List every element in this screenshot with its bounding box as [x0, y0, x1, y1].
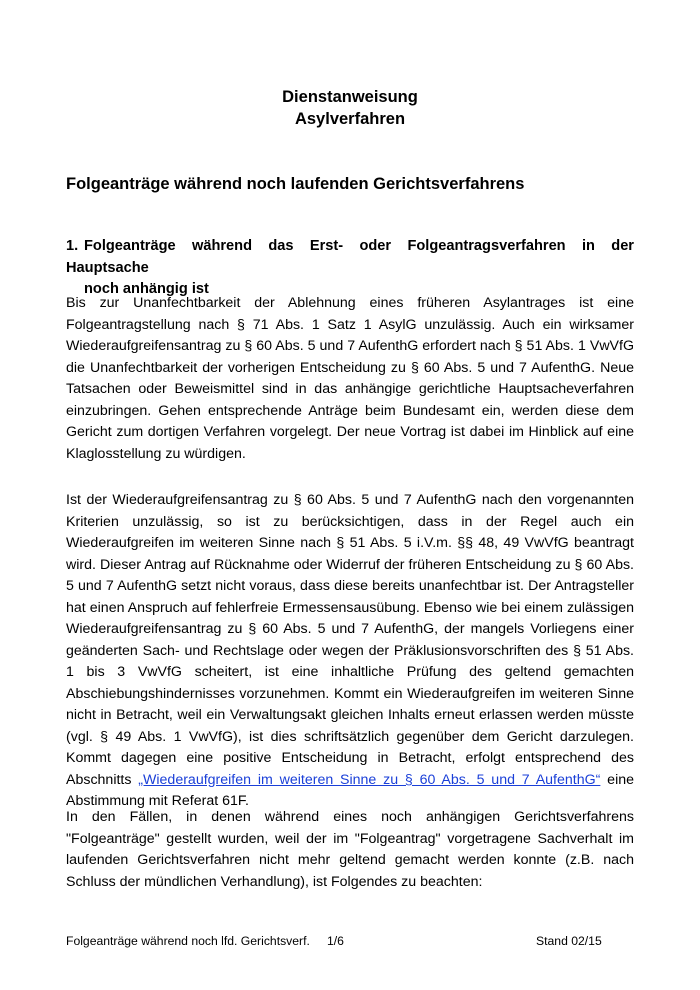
main-heading: Folgeanträge während noch laufenden Gerichtsverfahrens — [66, 175, 525, 193]
document-title: Dienstanweisung — [282, 88, 418, 106]
footer-document-name: Folgeanträge während noch lfd. Gerichtsverf. — [66, 934, 310, 948]
section-reference-link[interactable]: „Wiederaufgreifen im weiteren Sinne zu § 60 Abs. 5 und 7 AufenthG“ — [138, 771, 601, 788]
paragraph-3: In den Fällen, in denen während eines noch anhängigen Gerichtsverfahrens "Folgeanträge" gestellt wurden, weil der im "Folgeantrag" vorgetragene Sachverhalt im laufenden Gerichtsverfahren nicht mehr geltend gemacht werden konnte (z.B. nach Schluss der mündlichen Verhandlung), ist Folgendes zu beachten: — [66, 809, 634, 890]
section-heading — [66, 236, 634, 301]
footer-page-number: 1/6 — [327, 934, 344, 948]
paragraph-2-text-before-link: Ist der Wiederaufgreifensantrag zu § 60 Abs. 5 und 7 AufenthG nach den vorgenannten Kriterien unzulässig, so ist zu berücksichtigen, dass in der Regel auch ein Wiederaufgreifen im weiteren Sinne nach § 51 Abs. 5 i.V.m. §§ 48, 49 VwVfG beantragt wird. Dieser Antrag auf Rücknahme oder Widerruf der früheren Entscheidung zu § 60 Abs. 5 und 7 AufenthG setzt nicht voraus, dass diese bereits unanfechtbar ist. Der Antragsteller hat einen Anspruch auf fehlerfreie Ermessensausübung. Ebenso wie bei einem zulässigen Wiederaufgreifensantrag zu § 60 Abs. 5 und 7 AufenthG, der mangels Vorliegens einer geänderten Sach- und Rechtslage oder wegen der Präklusionsvorschriften des § 51 Abs. 1 bis 3 VwVfG scheitert, ist eine inhaltliche Prüfung des geltend gemachten Abschiebungshindernisses vorzunehmen. Kommt ein Wiederaufgreifen im weiteren Sinne nicht in Betracht, weil ein Verwaltungsakt gleichen Inhalts erneut erlassen werden müsste (vgl. § 49 Abs. 1 VwVfG), ist dies schriftsätzlich gegenüber dem Gericht darzulegen. Kommt dagegen eine positive Entscheidung in Betracht, erfolgt entsprechend des Abschnitts — [66, 492, 634, 788]
footer-version-date: Stand 02/15 — [536, 934, 602, 948]
paragraph-1: Bis zur Unanfechtbarkeit der Ablehnung eines früheren Asylantrages ist eine Folgeantragstellung nach § 71 Abs. 1 Satz 1 AsylG unzulässig. Auch ein wirksamer Wiederaufgreifensantrag zu § 60 Abs. 5 und 7 AufenthG erfordert nach § 51 Abs. 1 VwVfG die Unanfechtbarkeit der vorherigen Entscheidung zu § 60 Abs. 5 und 7 AufenthG. Neue Tatsachen oder Beweismittel sind in das anhängige gerichtliche Hauptsacheverfahren einzubringen. Gehen entsprechende Anträge beim Bundesamt ein, werden diese dem Gericht zum dortigen Verfahren vorgelegt. Der neue Vortrag ist dabei im Hinblick auf eine Klaglosstellung zu würdigen. — [66, 295, 634, 462]
section-number: 1. — [66, 238, 79, 254]
document-subtitle: Asylverfahren — [294, 110, 406, 128]
paragraph-2-text-after-link: eine Abstimmung mit Referat 61F. — [66, 771, 635, 809]
section-heading-line1: Folgeanträge während das Erst- oder Folgeantragsverfahren in der Hauptsache — [66, 238, 634, 276]
paragraph-2 — [66, 490, 634, 813]
section-heading-line2: noch anhängig ist — [84, 281, 209, 297]
